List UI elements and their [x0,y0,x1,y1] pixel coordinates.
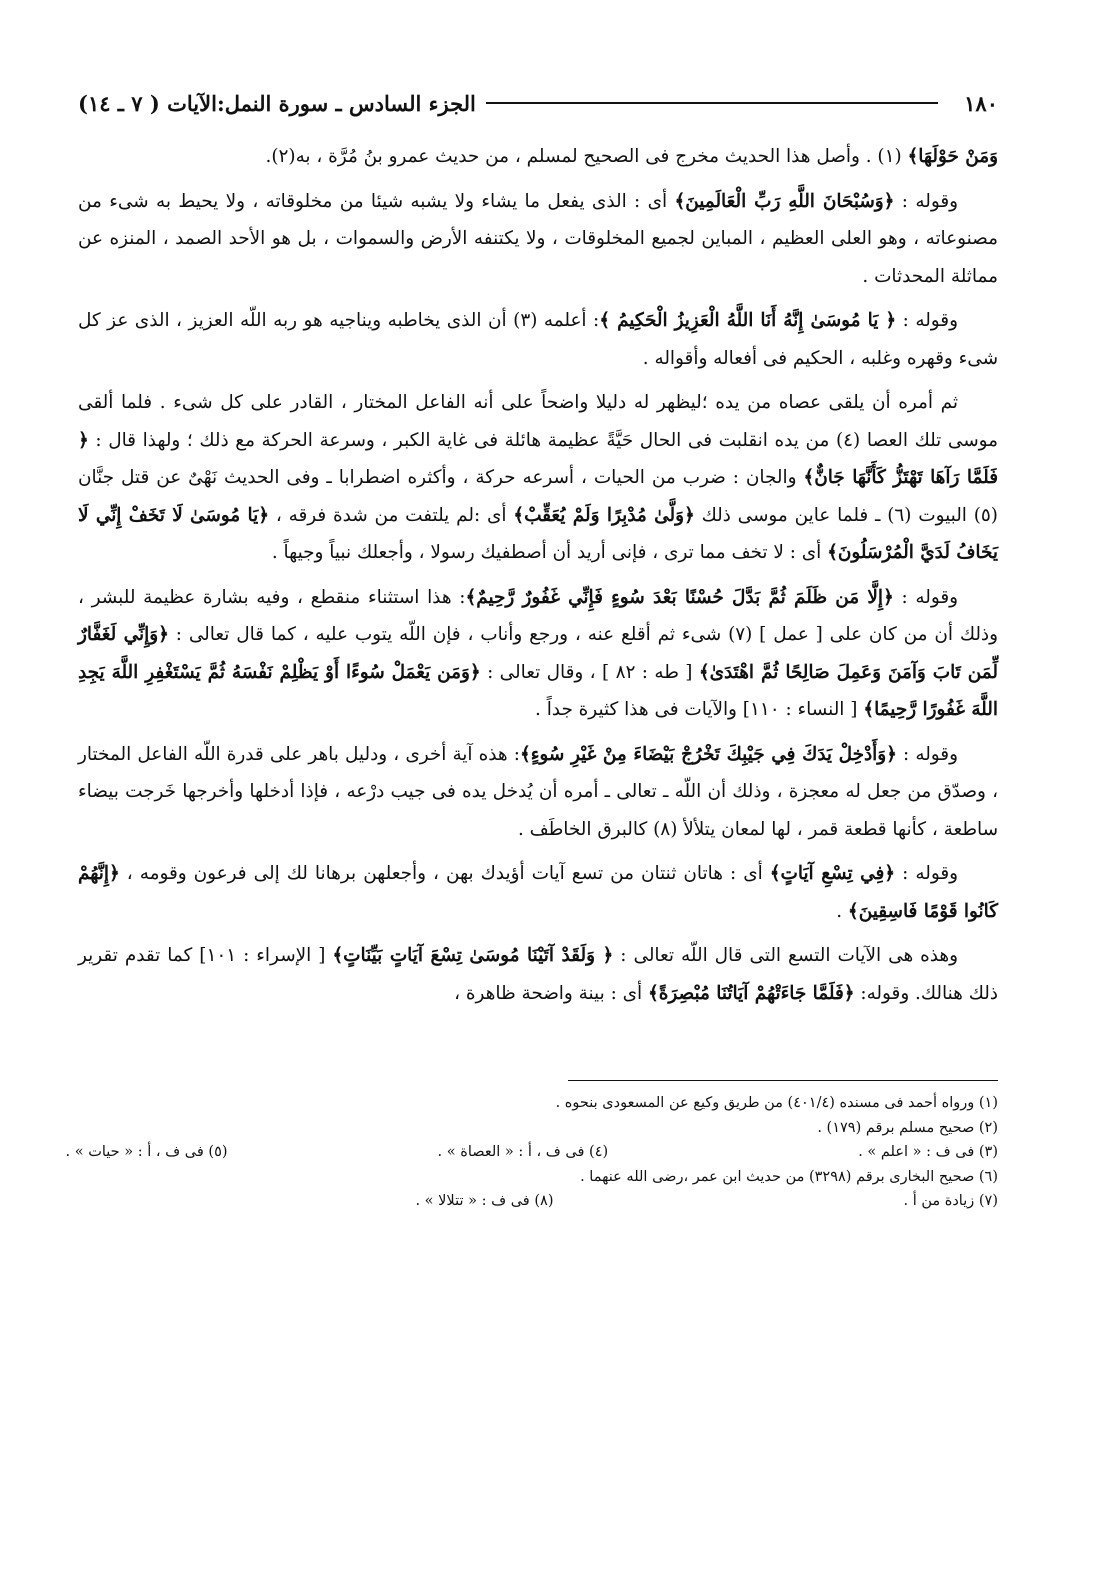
commentary-text: وقوله : [896,743,958,765]
quran-verse: ﴿ يَا مُوسَىٰ إِنَّهُ أَنَا اللَّهُ الْعَزِيزُ الْحَكِيمُ ﴾ [599,310,897,331]
commentary-text: (١) . وأصل هذا الحديث مخرج فى الصحيح لمسلم ، من حديث عمرو بنُ مُرَّة ، به(٢). [265,146,908,167]
commentary-text: ثم أمره أن يلقى عصاه من يده ؛ليظهر له دليلا واضحاً على أنه الفاعل المختار ، القادر على كل شىء . فلما ألقى موسى تلك العصا (٤) من يده انقلبت فى الحال حَيَّةً عظيمة هائلة فى غاية الكبر ، وسرعة الحركة مع ذلك ؛ ولهذا قال : [78,392,998,451]
commentary-text: أى : الذى يفعل ما يشاء ولا يشبه شيئا من مخلوقاته ، ولا يحيط به شىء من مصنوعاته ، وهو العلى العظيم ، المباين لجميع المخلوقات ، ولا يكتنفه الأرض والسموات ، بل هو الأحد الصمد ، المنزه عن مماثلة المحدثات . [78,190,998,287]
quran-verse: ﴿وَإِنِّي لَغَفَّارٌ لِّمَن تَابَ وَآمَنَ وَعَمِلَ صَالِحًا ثُمَّ اهْتَدَىٰ﴾ [78,624,998,683]
commentary-text: : هذا استثناء منقطع ، وفيه بشارة عظيمة للبشر ، وذلك أن من كان على [ عمل ] (٧) شىء ثم أقلع عنه ، ورجع وأناب ، فإن اللّه يتوب عليه ، كما قال تعالى : [78,586,998,645]
body-paragraph [78,138,998,176]
footnote-row-3-5 [65,1140,998,1165]
quran-verse: ﴿فَلَمَّا جَاءَتْهُمْ آيَاتُنَا مُبْصِرَةً﴾ [647,982,855,1004]
footnote-5: (٥) فى ف ، أ : « حيات » . [65,1144,228,1160]
quran-verse: ﴿يَا مُوسَىٰ لَا تَخَفْ إِنِّي لَا يَخَافُ لَدَيَّ الْمُرْسَلُونَ﴾ [78,504,998,563]
body-paragraph [78,855,998,930]
quran-verse: ﴿إِنَّهُمْ كَانُوا قَوْمًا فَاسِقِينَ﴾ [78,863,998,922]
body-paragraph [78,302,998,377]
commentary-text: . [836,900,848,922]
footnote-row-7-8 [78,1189,998,1214]
commentary-text: وقوله : [894,190,958,212]
commentary-text: أى :لم يلتفت من شدة فرقه ، [269,504,514,526]
page-header [78,80,998,126]
quran-verse: ﴿ وَلَقَدْ آتَيْنَا مُوسَىٰ تِسْعَ آيَاتٍ بَيِّنَاتٍ﴾ [332,945,614,966]
footnote-6: (٦) صحيح البخارى برقم (٣٢٩٨) من حديث ابن عمر ،رضى الله عنهما . [580,1168,998,1185]
footnote-1: (١) ورواه أحمد فى مسنده (٤٠١/٤) من طريق وكيع عن المسعودى بنحوه . [555,1095,998,1111]
footnote-3: (٣) فى ف : « اعلم » . [858,1144,998,1160]
footnote-7: (٧) زيادة من أ . [903,1193,998,1209]
body-text [78,138,998,1012]
commentary-text: [ الإسراء : ١٠١] كما تقدم تقرير ذلك هنالك. وقوله: [78,945,998,1004]
body-paragraph [78,183,998,296]
quran-verse: ﴿وَأَدْخِلْ يَدَكَ فِي جَيْبِكَ تَخْرُجْ بَيْضَاءَ مِنْ غَيْرِ سُوءٍ﴾ [519,743,897,765]
footnote-8: (٨) فى ف : « تتلالا » . [415,1193,554,1209]
footnote-2: (٢) صحيح مسلم برقم (١٧٩) . [817,1119,998,1136]
commentary-text: [ النساء : ١١٠] والآيات فى هذا كثيرة جداً . [535,699,864,720]
quran-verse: وَمَنْ حَوْلَهَا﴾ [907,146,998,167]
page-number: ١٨٠ [964,90,998,116]
quran-verse: ﴿وَسُبْحَانَ اللَّهِ رَبِّ الْعَالَمِينَ﴾ [674,190,895,212]
commentary-text: أى : بينة واضحة ظاهرة ، [454,982,648,1004]
commentary-text: أى : هاتان ثنتان من تسع آيات أؤيدك بهن ، وأجعلهن برهانا لك إلى فرعون وقومه ، [119,863,770,884]
body-paragraph [78,937,998,1012]
commentary-text: وقوله : [895,863,958,884]
book-page [65,80,999,1560]
quran-verse: ﴿وَمَن يَعْمَلْ سُوءًا أَوْ يَظْلِمْ نَفْسَهُ ثُمَّ يَسْتَغْفِرِ اللَّهَ يَجِدِ اللَّهَ غَفُورًا رَّحِيمًا﴾ [78,661,998,720]
body-paragraph [78,736,998,849]
commentary-text: أى : لا تخف مما ترى ، فإنى أريد أن أصطفيك رسولا ، وأجعلك نبياً وجيهاً . [271,542,828,563]
body-paragraph [78,579,998,729]
footnote-4: (٤) فى ف ، أ : « العصاة » . [437,1144,609,1160]
commentary-text: والجان : ضرب من الحيات ، أسرعه حركة ، وأكثره اضطرابا ـ وفى الحديث نَهْىٌ عن قتل جنَّان (٥) البيوت (٦) ـ فلما عاين موسى ذلك [78,467,998,526]
commentary-text: : أعلمه (٣) أن الذى يخاطبه ويناجيه هو ربه اللّه العزيز ، الذى عز كل شىء وقهره وغلبه ، الحكيم فى أفعاله وأقواله . [78,310,998,369]
footnotes [65,1080,998,1214]
quran-verse: ﴿وَلَّىٰ مُدْبِرًا وَلَمْ يُعَقِّبْ﴾ [513,504,695,526]
header-rule [486,102,938,104]
commentary-text: وقوله : [896,310,958,331]
footnote-rule [568,1080,998,1081]
running-title: الجزء السادس ـ سورة النمل:الآيات ( ٧ ـ ١٤) [78,90,476,116]
body-paragraph [78,384,998,572]
commentary-text: : هذه آية أخرى ، ودليل باهر على قدرة اللّه الفاعل المختار ، وصدّق من جعل له معجزة ، وذلك أن اللّه ـ تعالى ـ أمره أن يُدخل يده فى جيب درْعه ، فإذا أدخلها وأخرجها خَرجت بيضاء ساطعة ، كأنها قطعة قمر ، لها لمعان يتلألأ (٨) كالبرق الخاطَف . [78,743,998,840]
commentary-text: وهذه هى الآيات التسع التى قال اللّه تعالى : [613,945,959,966]
quran-verse: ﴿فِي تِسْعِ آيَاتٍ﴾ [769,863,896,884]
commentary-text: وقوله : [893,586,958,608]
commentary-text: [ طه : ٨٢ ] ، وقال تعالى : [480,661,699,683]
quran-verse: ﴿ فَلَمَّا رَآهَا تَهْتَزُّ كَأَنَّهَا جَانٌّ﴾ [78,429,999,488]
quran-verse: ﴿إِلَّا مَن ظَلَمَ ثُمَّ بَدَّلَ حُسْنًا بَعْدَ سُوءٍ فَإِنِّي غَفُورٌ رَّحِيمٌ﴾ [465,586,894,608]
